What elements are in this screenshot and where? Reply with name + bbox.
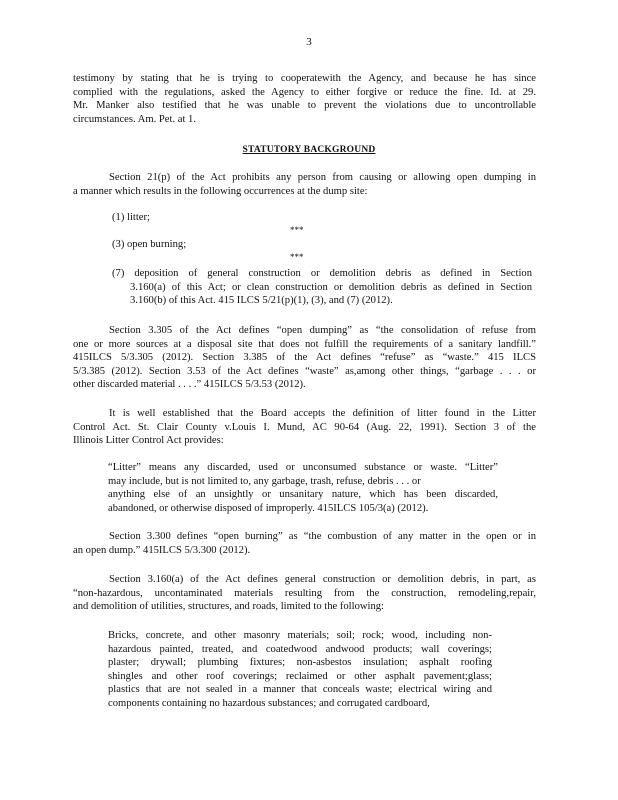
text-line: Illinois Litter Control Act provides: <box>73 435 224 446</box>
text-line: (7) deposition of general construction or demolition debris as defined in Section <box>112 268 532 279</box>
text-line: plaster; drywall; plumbing fixtures; non-asbestos insulation; asphalt roofing <box>108 657 492 668</box>
text-line: “non-hazardous, uncontaminated materials resulting from the construction, remodeling,repair, <box>73 587 536 599</box>
text-line: Section 3.305 of the Act defines “open dumping” as “the consolidation of refuse from <box>109 325 536 336</box>
text-line: 3.160(a) of this Act; or clean construction or demolition debris as defined in Section <box>130 281 532 293</box>
text-line: plastics that are not sealed in a manner that conceals waste; electrical wiring and <box>108 684 492 695</box>
text-line: Section 21(p) of the Act prohibits any person from causing or allowing open dumping in <box>109 172 536 183</box>
text-line: shingles and other roof coverings; reclaimed or other asphalt pavement;glass; <box>108 670 492 682</box>
text-line: anything else of an unsightly or unsanitary nature, which has been discarded, <box>108 489 498 500</box>
text-line: and demolition of utilities, structures, and roads, limited to the following: <box>73 601 384 612</box>
text-line: circumstances. Am. Pet. at 1. <box>73 113 196 125</box>
list-item-7 <box>112 267 532 308</box>
text-line: abandoned, or otherwise disposed of improperly. 415ILCS 105/3(a) (2012). <box>108 502 429 514</box>
text-line: Control Act. St. Clair County v.Louis I. Mund, AC 90-64 (Aug. 22, 1991). Section 3 of the <box>73 421 536 433</box>
paragraph-open-dumping-definition <box>73 324 536 392</box>
ellipsis-stars: *** <box>290 225 304 235</box>
text-line: Bricks, concrete, and other masonry materials; soil; rock; wood, including non- <box>108 630 492 641</box>
list-item: (3) open burning; <box>112 239 187 250</box>
text-line: complied with the regulations, asked the Agency to either forgive or reduce the fine. Id. at 29. <box>73 86 536 98</box>
paragraph-open-burning <box>73 530 536 557</box>
text-line: 3.160(b) of this Act. 415 ILCS 5/21(p)(1), (3), and (7) (2012). <box>130 295 393 306</box>
text-line: 415ILCS 5/3.305 (2012). Section 3.385 of the Act defines “refuse” as “waste.” 415 ILCS <box>73 352 536 363</box>
list-item: (1) litter; <box>112 212 150 223</box>
text-line: one or more sources at a disposal site that does not fulfill the requirements of a sanitary landfill.” <box>73 338 536 350</box>
ellipsis-stars: *** <box>290 252 304 262</box>
text-line: an open dump.” 415ILCS 5/3.300 (2012). <box>73 544 251 556</box>
text-line: testimony by stating that he is trying to cooperatewith the Agency, and because he has since <box>73 73 536 84</box>
block-quote-litter <box>108 461 498 515</box>
paragraph-litter <box>73 407 536 448</box>
text-line: components containing no hazardous substances; and corrugated cardboard, <box>108 697 430 709</box>
text-line: It is well established that the Board accepts the definition of litter found in the Litter <box>109 408 536 419</box>
paragraph-open-dumping-prohibition <box>73 171 536 198</box>
text-line: Mr. Manker also testified that he was unable to prevent the violations due to uncontrollable <box>73 100 536 111</box>
text-line: may include, but is not limited to, any garbage, trash, refuse, debris . . . or <box>108 475 421 487</box>
text-line: other discarded material . . . .” 415ILCS 5/3.53 (2012). <box>73 379 306 390</box>
text-line: “Litter” means any discarded, used or unconsumed substance or waste. “Litter” <box>108 462 498 473</box>
block-quote-debris <box>108 629 492 710</box>
text-line: Section 3.160(a) of the Act defines general construction or demolition debris, in part, as <box>109 574 536 585</box>
text-line: Section 3.300 defines “open burning” as “the combustion of any matter in the open or in <box>109 531 536 542</box>
paragraph-construction-debris <box>73 573 536 614</box>
text-line: hazardous painted, treated, and coatedwood andwood products; wall coverings; <box>108 643 492 655</box>
text-line: a manner which results in the following occurrences at the dump site: <box>73 185 368 197</box>
page-number: 3 <box>306 36 312 48</box>
intro-paragraph <box>73 72 536 126</box>
section-heading: STATUTORY BACKGROUND <box>242 145 376 155</box>
text-line: 5/3.385 (2012). Section 3.53 of the Act defines “waste” as,among other things, “garbage . . . or <box>73 365 536 377</box>
